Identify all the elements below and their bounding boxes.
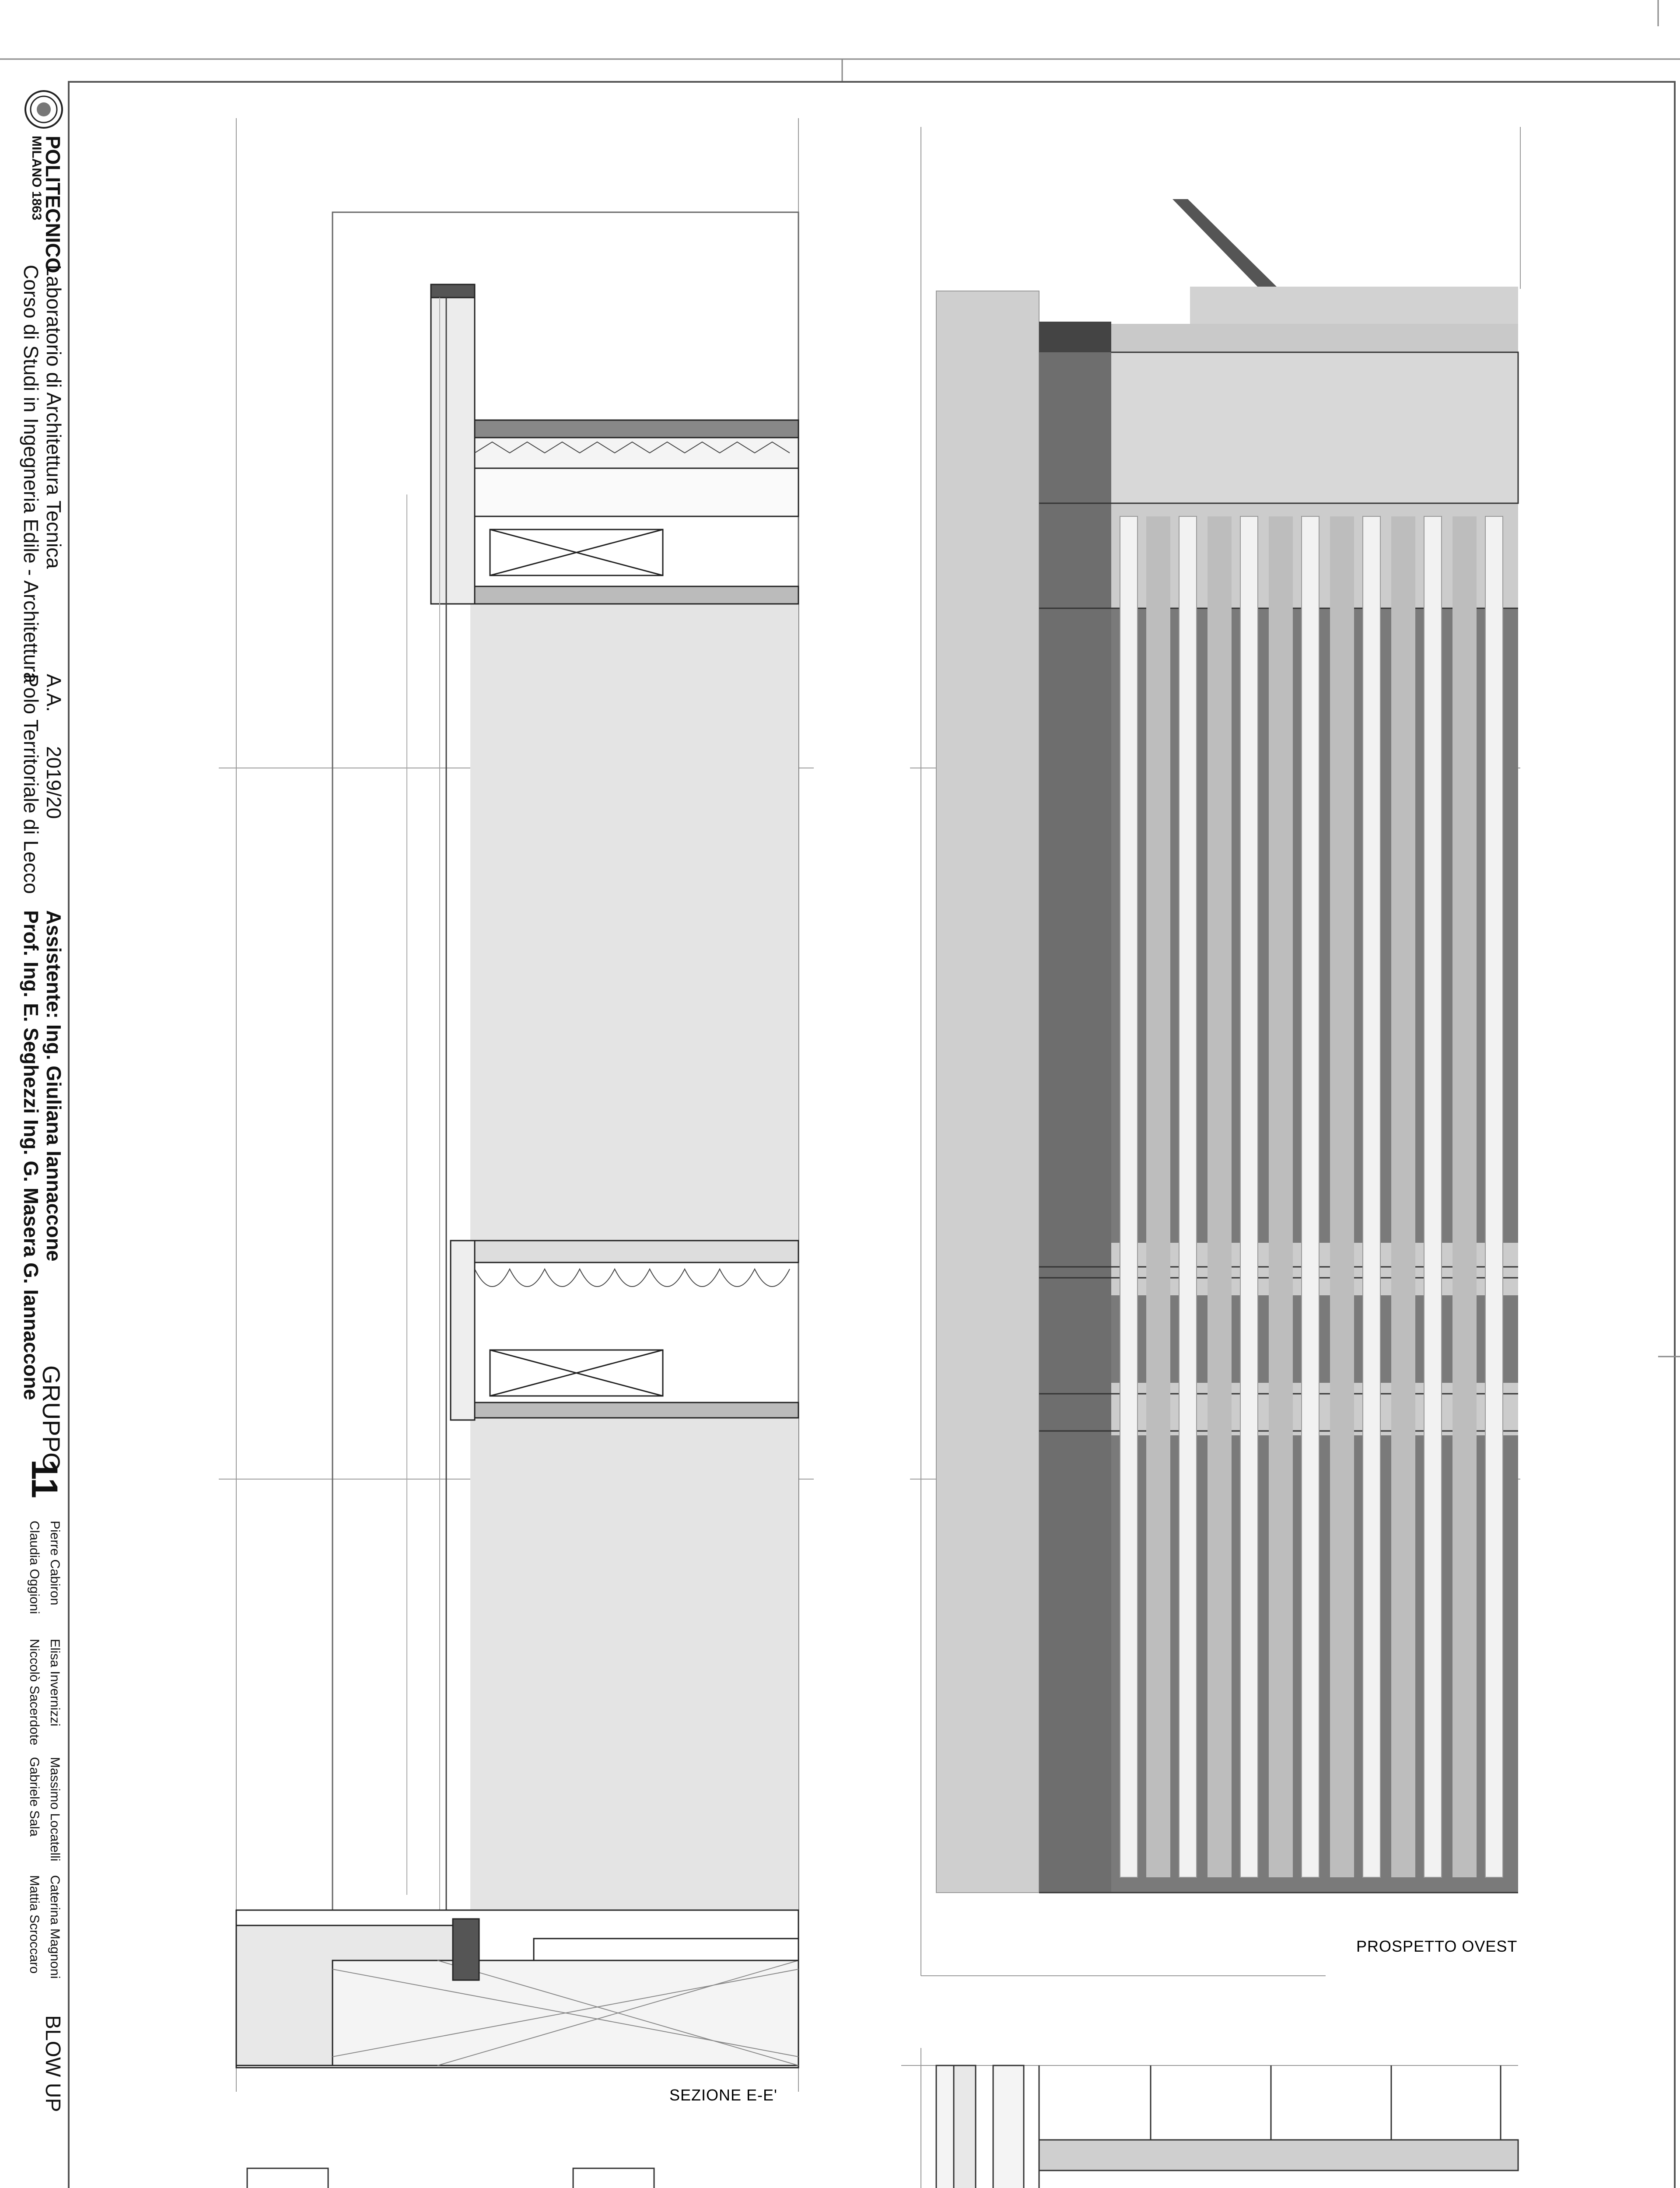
section-drawing (219, 118, 814, 2092)
interior-wall-panel (470, 604, 798, 1241)
member-name: Gabriele Sala (27, 1757, 42, 1837)
plaster-pier (936, 291, 1039, 1893)
elevation-drawing (910, 127, 1520, 1976)
section-label: SEZIONE E-E' (669, 2086, 777, 2104)
campus-name: Polo Territoriale di Lecco (20, 674, 42, 894)
roof-slab (475, 420, 798, 438)
member-name: Niccolò Sacerdote (27, 1639, 42, 1746)
sheet-title: BLOW UP (41, 2015, 64, 2112)
member-name: Pierre Cabiron (48, 1521, 62, 1606)
member-name: Claudia Oggioni (27, 1521, 42, 1614)
institution-sub: MILANO 1863 (29, 136, 44, 221)
group-number: 11 (24, 1459, 65, 1498)
institution-name: POLITECNICO (42, 136, 64, 274)
member-name: Mattia Scroccaro (27, 1875, 42, 1974)
interior-wall-panel (470, 1418, 798, 1910)
member-name: Massimo Locatelli (48, 1757, 62, 1862)
aa-label: A.A. (42, 674, 65, 712)
plan-drawing (901, 2048, 1518, 2188)
course-line-2: Corso di Studi in Ingegneria Edile - Architettura (20, 265, 42, 684)
assistant-name: Assistente: Ing. Giuliana Iannaccone (42, 910, 65, 1262)
aa-value: 2019/20 (42, 746, 65, 819)
member-name: Caterina Magnoni (48, 1875, 62, 1979)
louvre-strip (1039, 2140, 1518, 2170)
floor-slab (451, 1241, 798, 1262)
professors-names: Prof. Ing. E. Seghezzi Ing. G. Masera G. Iannaccone (20, 910, 42, 1400)
elevation-label: PROSPETTO OVEST (1356, 1937, 1518, 1955)
group-label: GRUPPO (38, 1365, 65, 1472)
course-line-1: Laboratorio di Architettura Tecnica (42, 265, 65, 569)
member-name: Elisa Invernizzi (48, 1639, 62, 1727)
keyplan-ground (236, 2168, 494, 2188)
parapet (431, 284, 475, 604)
keyplan-first (562, 2168, 820, 2188)
